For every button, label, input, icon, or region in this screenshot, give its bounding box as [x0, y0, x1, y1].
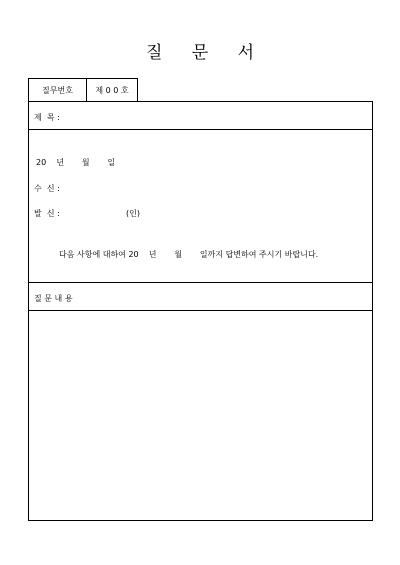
recipient-field[interactable]: 수 신 : [34, 184, 60, 193]
seal-mark: (인) [126, 209, 140, 218]
title-char-2: 문 [191, 43, 209, 63]
question-content-area[interactable] [29, 311, 372, 520]
sender-field[interactable]: 발 신 : [34, 209, 60, 218]
content-header-row [29, 283, 372, 311]
form-frame [28, 101, 373, 521]
question-number-label: 질무번호 [29, 79, 87, 102]
title-char-3: 서 [237, 43, 255, 63]
document-title [0, 38, 400, 63]
subject-label: 제 목 : [34, 113, 60, 122]
title-char-1: 질 [145, 43, 163, 63]
subject-row[interactable] [29, 102, 372, 130]
question-number-box [28, 78, 138, 102]
question-number-value[interactable]: 제 0 0 호 [95, 86, 129, 95]
letter-body [29, 130, 372, 283]
date-line[interactable]: 20 년 월 일 [36, 158, 116, 167]
content-label: 질 문 내 용 [34, 294, 73, 303]
request-sentence: 다음 사항에 대하여 20 년 월 일까지 답변하여 주시기 바랍니다. [59, 250, 319, 259]
